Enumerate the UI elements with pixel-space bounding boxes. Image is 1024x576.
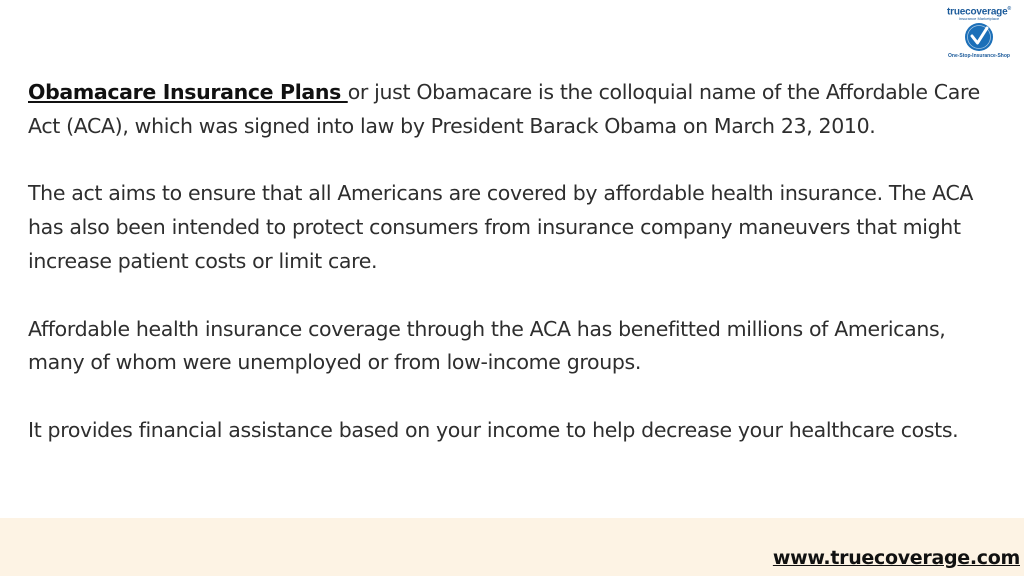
paragraph-assistance: It provides financial assistance based on your income to help decrease your healthcare costs. (28, 417, 959, 442)
website-link[interactable]: www.truecoverage.com (772, 547, 1020, 569)
paragraph-intro-text: or just Obamacare is the colloquial name of the Affordable Care Act (ACA), which was signed into law by President Barack Obama on March 23, 2010. (28, 80, 980, 138)
obamacare-plans-link[interactable]: Obamacare Insurance Plans (28, 80, 348, 104)
paragraph-benefits: Affordable health insurance coverage through the ACA has benefitted millions of Americans, many of whom were unemployed or from low-income groups. (28, 316, 946, 375)
article-body (28, 76, 998, 482)
logo-wordmark: truecoverage® (947, 6, 1011, 18)
paragraph-intro (28, 76, 998, 144)
logo-subline: Insurance Marketplace (958, 16, 1000, 22)
paragraph-aims: The act aims to ensure that all Americans are covered by affordable health insurance. The ACA has also been intended to protect consumers from insurance company maneuvers that might increase patient costs or limit care. (28, 181, 974, 273)
brand-logo (940, 4, 1018, 60)
logo-tagline: One-Stop-Insurance-Shop (948, 53, 1010, 60)
footer-bar (0, 518, 1024, 576)
checkmark-circle-icon (964, 22, 994, 52)
